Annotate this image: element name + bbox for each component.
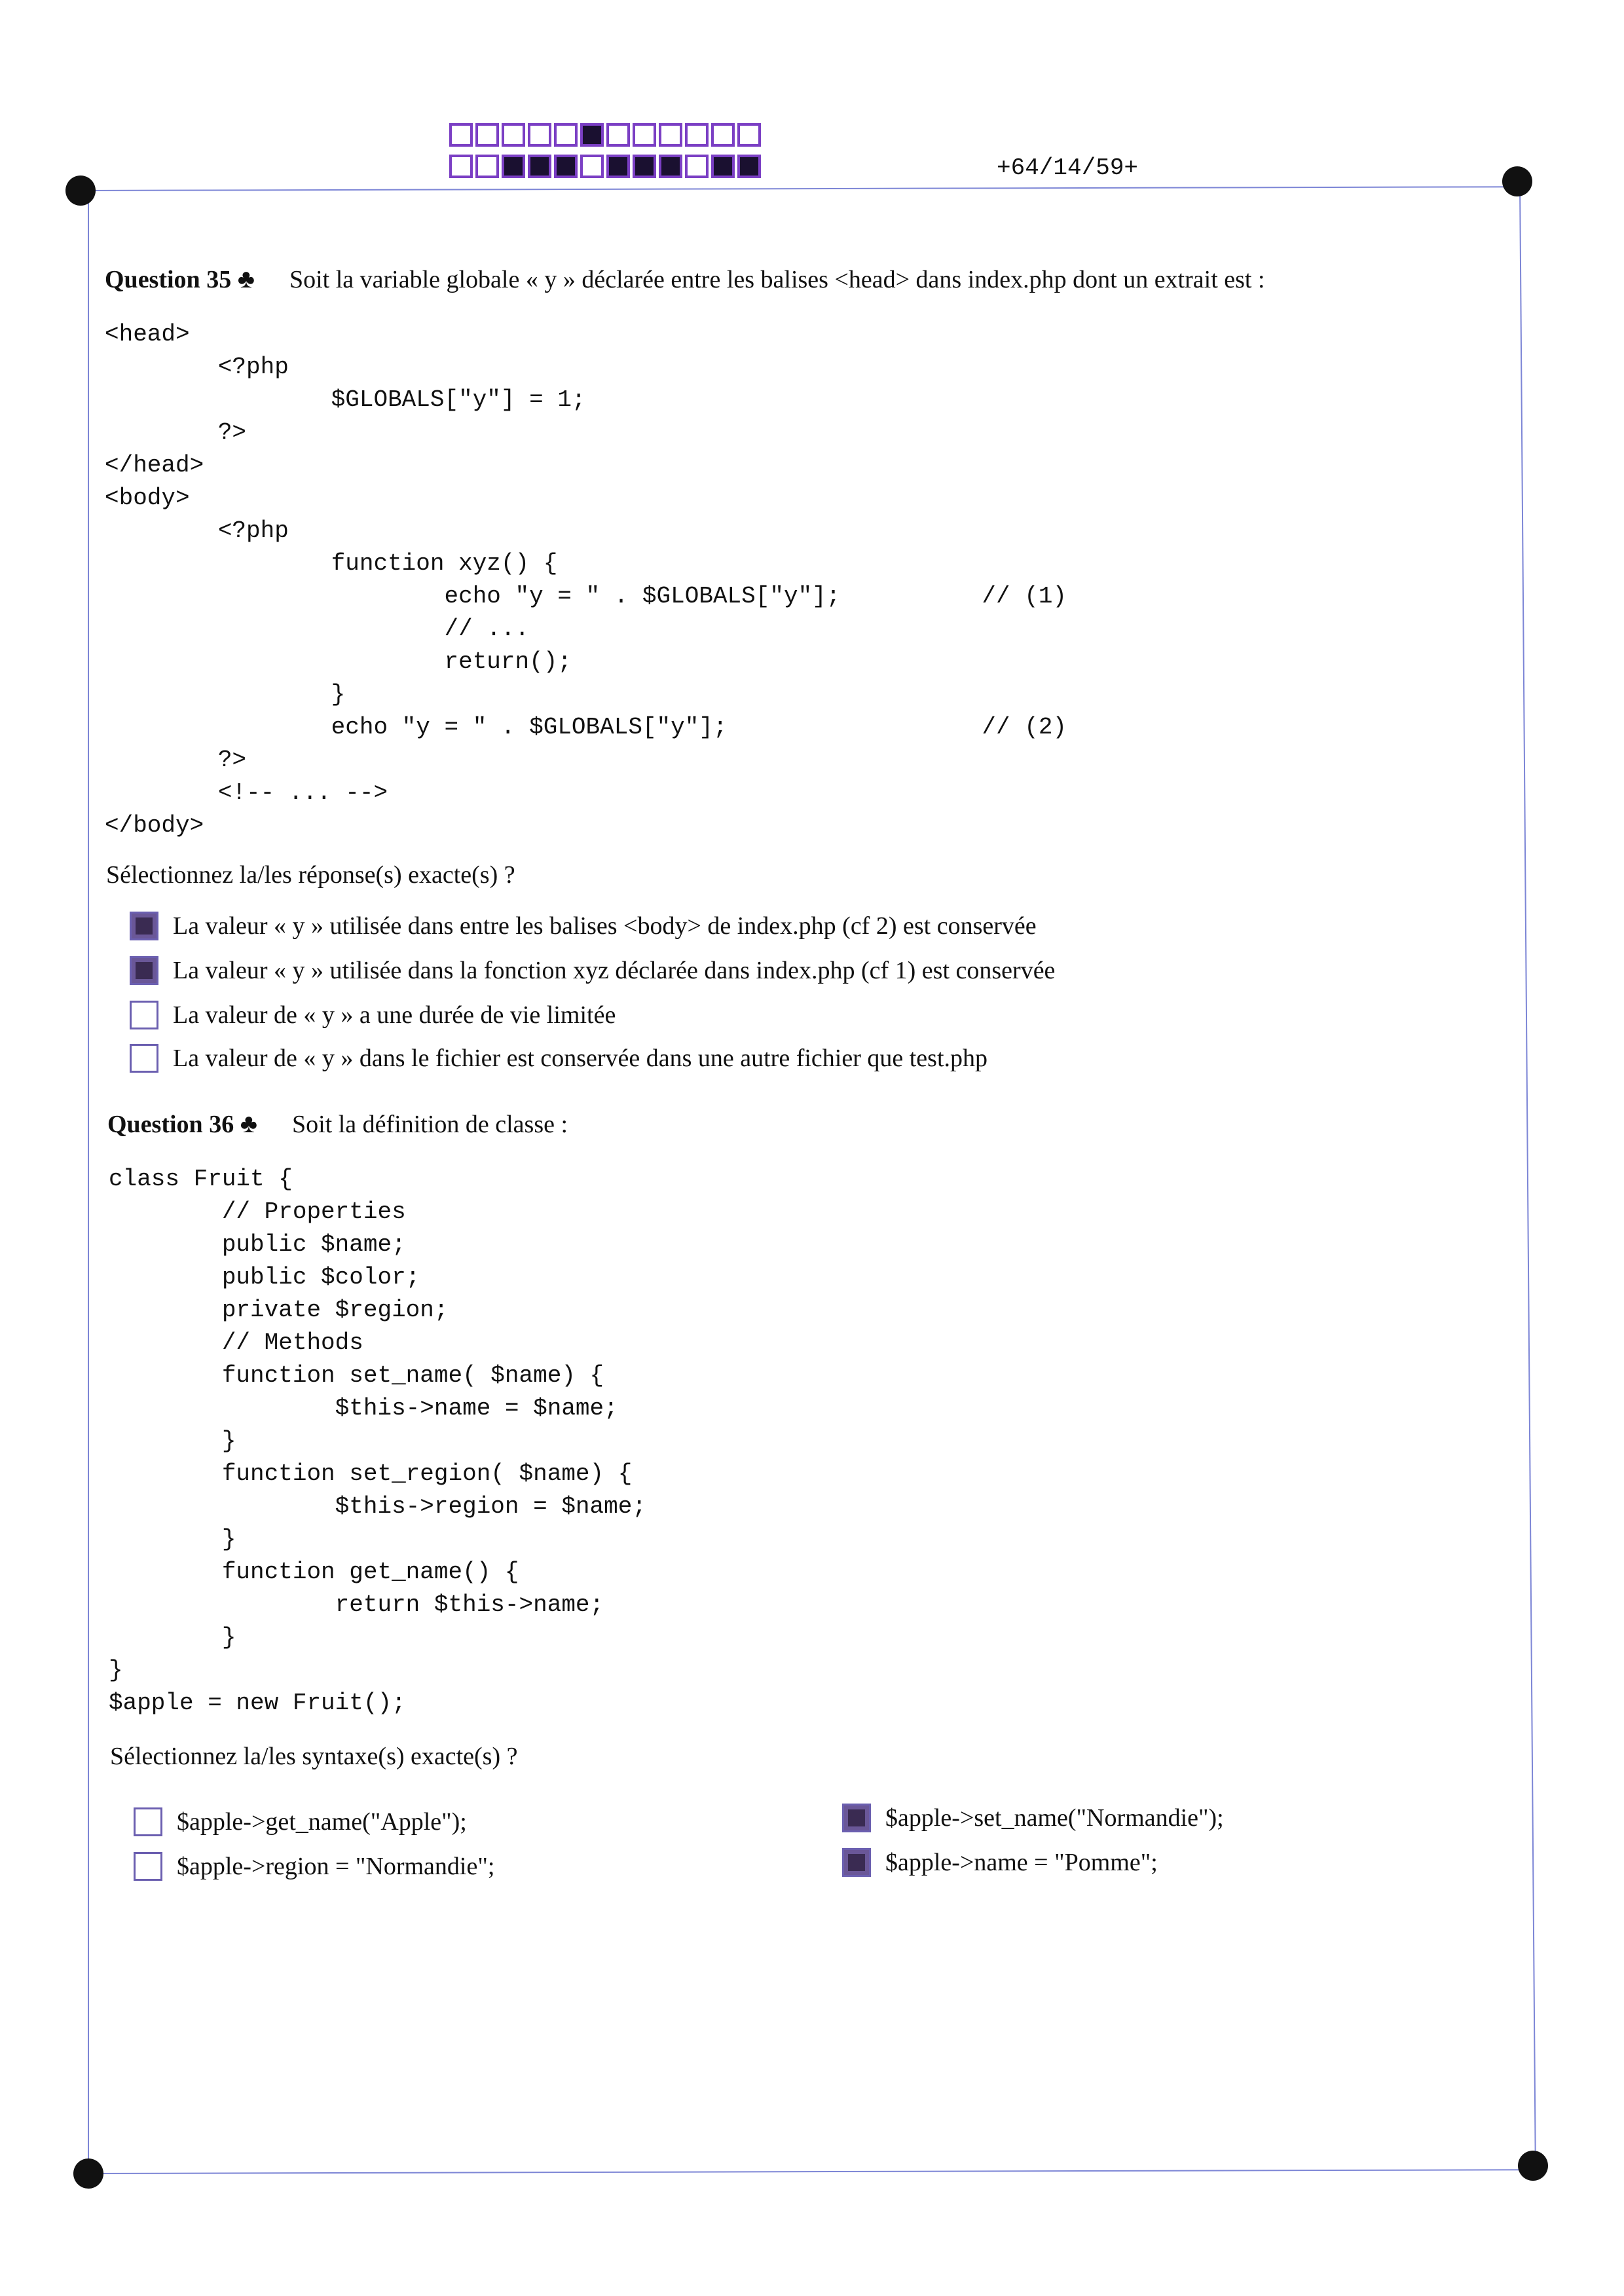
- barcode-cell: [737, 155, 761, 178]
- question-36-heading: [107, 1108, 568, 1139]
- frame-left-line: [88, 190, 89, 2174]
- q35-option-3-checkbox[interactable]: [130, 1001, 158, 1029]
- barcode-cell: [711, 155, 735, 178]
- barcode-cell: [449, 155, 473, 178]
- barcode-cell: [633, 123, 656, 147]
- barcode-cell: [475, 155, 499, 178]
- q35-option-1-text: La valeur « y » utilisée dans entre les balises <body> de index.php (cf 2) est conservée: [173, 912, 1037, 940]
- barcode-cell: [606, 123, 630, 147]
- registration-mark-top-right: [1502, 166, 1532, 196]
- frame-bottom-line: [89, 2169, 1532, 2174]
- q35-option-3-text: La valeur de « y » a une durée de vie limitée: [173, 1001, 616, 1029]
- barcode-cell: [633, 155, 656, 178]
- q36-option-4-text: $apple->name = "Pomme";: [885, 1849, 1158, 1876]
- q36-option-2[interactable]: [134, 1852, 494, 1881]
- question-35-heading: [105, 263, 1265, 294]
- registration-mark-top-left: [65, 176, 96, 206]
- barcode-cell: [685, 155, 709, 178]
- barcode-cell: [580, 123, 604, 147]
- q36-option-1-checkbox[interactable]: [134, 1807, 162, 1836]
- q35-option-2[interactable]: [130, 956, 1055, 985]
- barcode-cell: [475, 123, 499, 147]
- barcode-cell: [685, 123, 709, 147]
- q36-option-2-text: $apple->region = "Normandie";: [177, 1853, 495, 1880]
- barcode-cell: [737, 123, 761, 147]
- question-35-prompt: Sélectionnez la/les réponse(s) exacte(s) ?: [106, 861, 515, 889]
- q36-option-4-checkbox[interactable]: [842, 1848, 871, 1877]
- q36-option-4[interactable]: [842, 1848, 1158, 1877]
- frame-right-line: [1519, 182, 1536, 2164]
- q35-option-2-checkbox[interactable]: [130, 956, 158, 985]
- frame-top-line: [80, 186, 1518, 191]
- barcode-cell: [659, 155, 682, 178]
- barcode-cell: [554, 123, 578, 147]
- page-id: +64/14/59+: [997, 155, 1139, 181]
- registration-mark-bottom-left: [73, 2158, 103, 2189]
- q35-option-4-text: La valeur de « y » dans le fichier est conservée dans une autre fichier que test.php: [173, 1045, 987, 1072]
- question-35-intro: Soit la variable globale « y » déclarée entre les balises <head> dans index.php dont un extrait est :: [289, 266, 1265, 293]
- q36-option-3-checkbox[interactable]: [842, 1804, 871, 1832]
- q36-option-3[interactable]: [842, 1804, 1224, 1832]
- barcode-cell: [528, 123, 551, 147]
- barcode-cell: [580, 155, 604, 178]
- question-36-label: Question 36: [107, 1111, 234, 1138]
- q35-option-2-text: La valeur « y » utilisée dans la fonction xyz déclarée dans index.php (cf 1) est conservée: [173, 957, 1056, 984]
- question-36-code: class Fruit { // Properties public $name; public $color; private $region; // Methods function set_name( $name) { $this->name = $name; } function set_region( $name) { $this->region = $name; } function get_name() { return $this->name; } } $apple = new Fruit();: [109, 1166, 646, 1716]
- q36-option-1[interactable]: [134, 1807, 467, 1836]
- q35-option-3[interactable]: [130, 1001, 616, 1029]
- barcode-cell: [502, 123, 525, 147]
- barcode-bottom-row: [449, 155, 764, 178]
- barcode-cell: [606, 155, 630, 178]
- question-35-code: <head> <?php $GLOBALS["y"] = 1; ?> </head> <body> <?php function xyz() { echo "y = " . $GLOBALS["y"]; // (1) // ... return(); } echo "y = " . $GLOBALS["y"]; // (2) ?> <!-- ... --> </body>: [105, 321, 1067, 839]
- q35-option-4[interactable]: [130, 1044, 987, 1073]
- club-icon: ♣: [240, 1109, 257, 1138]
- question-35-label: Question 35: [105, 266, 232, 293]
- barcode-top-row: [449, 123, 764, 147]
- q36-option-3-text: $apple->set_name("Normandie");: [885, 1804, 1224, 1832]
- q36-option-2-checkbox[interactable]: [134, 1852, 162, 1881]
- registration-mark-bottom-right: [1518, 2151, 1548, 2181]
- barcode-cell: [659, 123, 682, 147]
- question-36-intro: Soit la définition de classe :: [291, 1111, 568, 1138]
- club-icon: ♣: [237, 264, 255, 293]
- q36-option-1-text: $apple->get_name("Apple");: [177, 1808, 467, 1836]
- barcode-cell: [502, 155, 525, 178]
- question-36-prompt: Sélectionnez la/les syntaxe(s) exacte(s) ?: [110, 1743, 518, 1770]
- barcode-cell: [711, 123, 735, 147]
- barcode-cell: [449, 123, 473, 147]
- barcode-cell: [528, 155, 551, 178]
- q35-option-1[interactable]: [130, 912, 1037, 940]
- q35-option-1-checkbox[interactable]: [130, 912, 158, 940]
- barcode-cell: [554, 155, 578, 178]
- q35-option-4-checkbox[interactable]: [130, 1044, 158, 1073]
